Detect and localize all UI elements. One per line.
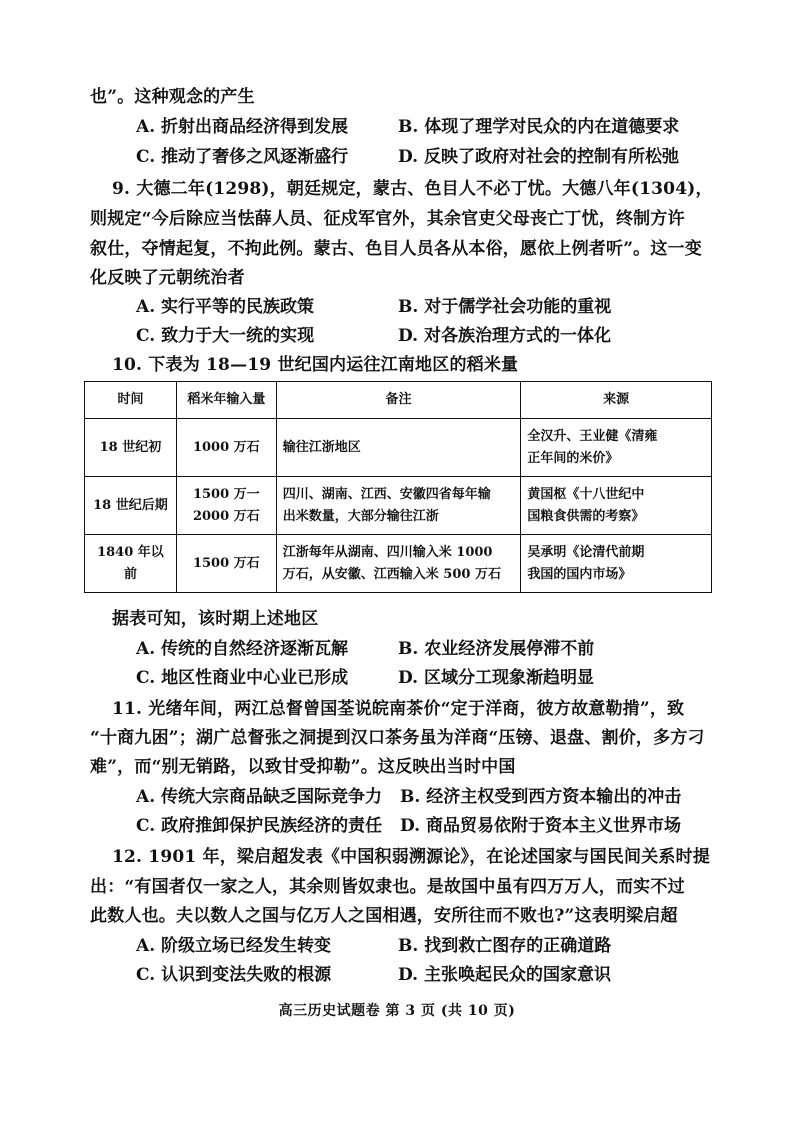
- q9-stem-line-1: 9. 大德二年(1298)，朝廷规定，蒙古、色目人不必丁忧。大德八年(1304)，: [112, 179, 713, 199]
- cell-amount-line: 1500 万石: [192, 555, 260, 571]
- cell-time: 18 世纪初: [85, 419, 177, 477]
- table-row: [85, 477, 712, 535]
- table-row: [85, 419, 712, 477]
- q10-option-b: B. 农业经济发展停滞不前: [398, 639, 595, 659]
- cell-time: 1840 年以前: [85, 535, 177, 593]
- cell-note: [276, 477, 521, 535]
- cell-source-line: 国粮食供需的考察》: [527, 508, 645, 524]
- table-header-source: 来源: [521, 382, 712, 419]
- q11-option-c: C. 政府推卸保护民族经济的责任: [136, 816, 383, 836]
- q11-option-a: A. 传统大宗商品缺乏国际竞争力: [136, 787, 383, 807]
- cell-amount-line: 1500 万一: [192, 486, 260, 502]
- q11-option-d: D. 商品贸易依附于资本主义世界市场: [400, 816, 681, 836]
- cell-amount-line: 1000 万石: [192, 439, 260, 455]
- q8-option-d: D. 反映了政府对社会的控制有所松弛: [398, 147, 679, 167]
- cell-source-line: 黄国枢《十八世纪中: [527, 486, 645, 502]
- q11-stem-line-1: 11. 光绪年间，两江总督曾国荃说皖南茶价“定于洋商，彼方故意勒掯”，致: [112, 699, 685, 719]
- cell-note: [276, 419, 521, 477]
- cell-note-line: 出米数量，大部分输往江浙: [282, 508, 439, 524]
- cell-source: [521, 419, 712, 477]
- q10-stem: 10. 下表为 18—19 世纪国内运往江南地区的稻米量: [112, 355, 519, 375]
- q9-stem-line-3: 叙仕，夺情起复，不拘此例。蒙古、色目人员各从本俗，愿依上例者听”。这一变: [90, 239, 702, 259]
- q9-stem-line-2: 则规定“今后除应当怯薛人员、征戍军官外，其余官吏父母丧亡丁忧，终制方许: [90, 209, 685, 229]
- cell-amount: [176, 535, 276, 593]
- cell-source-line: 吴承明《论清代前期: [527, 544, 645, 560]
- q12-option-d: D. 主张唤起民众的国家意识: [398, 965, 611, 985]
- cell-note-line: 输往江浙地区: [282, 439, 361, 455]
- q10-option-d: D. 区域分工现象渐趋明显: [398, 668, 594, 688]
- cell-note-line: 江浙每年从湖南、四川输入米 1000: [282, 544, 493, 560]
- cell-source-line: 全汉升、王业健《清雍: [527, 428, 658, 444]
- q12-option-c: C. 认识到变法失败的根源: [136, 965, 332, 985]
- cell-time: 18 世纪后期: [85, 477, 177, 535]
- q9-option-c: C. 致力于大一统的实现: [136, 326, 315, 346]
- cell-source-line: 正年间的米价》: [527, 450, 619, 466]
- q10-option-c: C. 地区性商业中心业已形成: [136, 668, 349, 688]
- cell-source: [521, 535, 712, 593]
- q8-option-c: C. 推动了奢侈之风逐渐盛行: [136, 147, 349, 167]
- cell-source: [521, 477, 712, 535]
- q12-stem-line-1: 12. 1901 年，梁启超发表《中国积弱溯源论》，在论述国家与国民间关系时提: [112, 847, 711, 867]
- q9-option-b: B. 对于儒学社会功能的重视: [398, 297, 612, 317]
- q10-option-a: A. 传统的自然经济逐渐瓦解: [136, 639, 349, 659]
- q8-option-b: B. 体现了理学对民众的内在道德要求: [398, 117, 680, 137]
- q12-stem-line-2: 出：“有国者仅一家之人，其余则皆奴隶也。是故国中虽有四万万人，而实不过: [90, 877, 685, 897]
- q10-lead: 据表可知，该时期上述地区: [112, 609, 319, 629]
- cell-source-line: 我国的国内市场》: [527, 566, 632, 582]
- table-header-note: 备注: [276, 382, 521, 419]
- cell-amount: [176, 477, 276, 535]
- q9-stem-line-4: 化反映了元朝统治者: [90, 268, 245, 288]
- q8-option-a: A. 折射出商品经济得到发展: [136, 117, 349, 137]
- rice-import-table: [84, 381, 712, 593]
- q11-stem-line-2: “十商九困”；湖广总督张之洞提到汉口茶务虽为洋商“压镑、退盘、割价，多方刁: [90, 728, 705, 748]
- cell-amount: [176, 419, 276, 477]
- cell-note: [276, 535, 521, 593]
- table-header-time: 时间: [85, 382, 177, 419]
- q11-stem-line-3: 难”，而“别无销路，以致甘受抑勒”。这反映出当时中国: [90, 757, 516, 777]
- cell-amount-line: 2000 万石: [192, 508, 260, 524]
- q9-option-a: A. 实行平等的民族政策: [136, 297, 315, 317]
- cell-note-line: 万石，从安徽、江西输入米 500 万石: [282, 566, 501, 582]
- q12-option-b: B. 找到救亡图存的正确道路: [398, 936, 612, 956]
- table-header-amount: 稻米年输入量: [176, 382, 276, 419]
- table-row: [85, 535, 712, 593]
- cell-note-line: 四川、湖南、江西、安徽四省每年输: [282, 486, 491, 502]
- q8-continuation: 也”。这种观念的产生: [90, 87, 255, 107]
- page-footer: 高三历史试题卷 第 3 页 (共 10 页): [278, 1003, 516, 1019]
- q9-option-d: D. 对各族治理方式的一体化: [398, 326, 611, 346]
- q12-option-a: A. 阶级立场已经发生转变: [136, 936, 332, 956]
- q11-option-b: B. 经济主权受到西方资本输出的冲击: [400, 787, 682, 807]
- q12-stem-line-3: 此数人也。夫以数人之国与亿万人之国相遇，安所往而不败也?”这表明梁启超: [90, 906, 678, 926]
